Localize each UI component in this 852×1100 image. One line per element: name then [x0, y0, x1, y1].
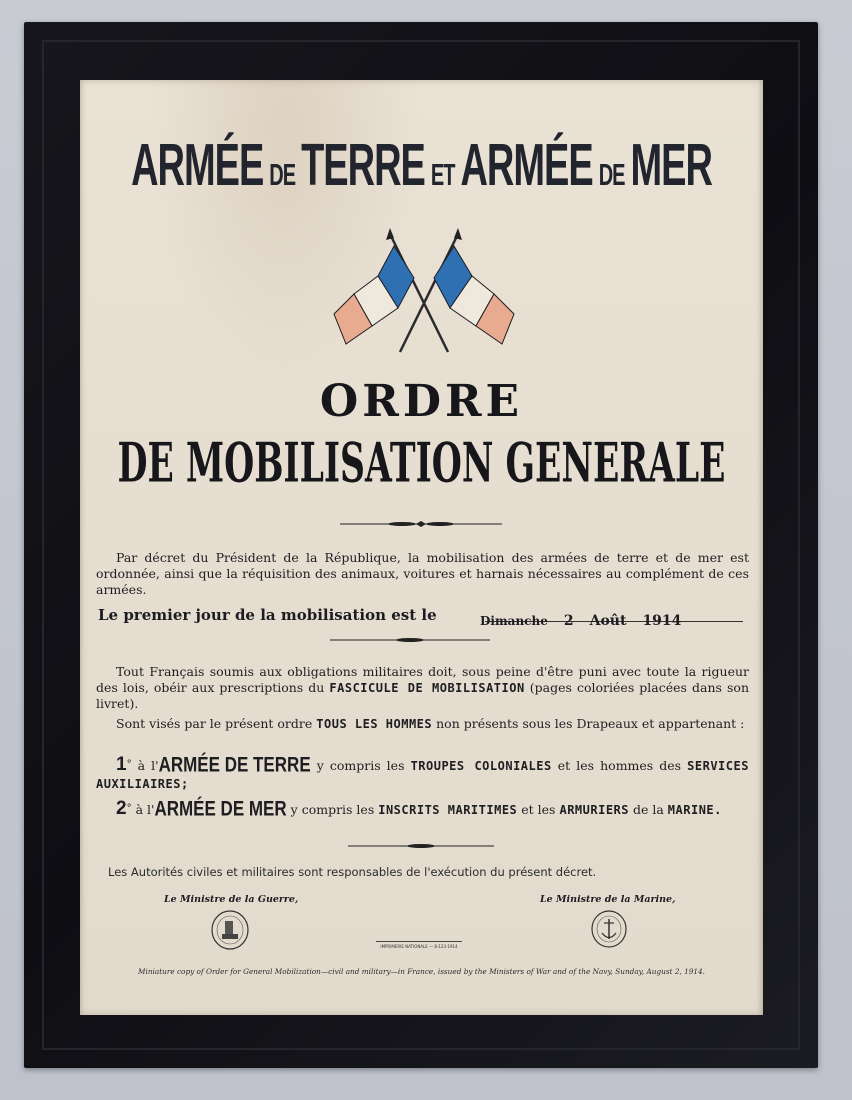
navy-emphasis: MARINE.: [667, 803, 722, 817]
auxiliary-services-emphasis: SERVICES AUXILIAIRES;: [96, 759, 749, 791]
item-number: 2: [116, 798, 127, 819]
date-day: Dimanche: [480, 614, 548, 628]
all-men-emphasis: TOUS LES HOMMES: [316, 717, 433, 731]
maritime-emphasis: INSCRITS MARITIMES: [378, 803, 518, 817]
degree-mark: °: [126, 803, 132, 814]
header-word: DE: [269, 158, 296, 193]
signature-navy-minister: Le Ministre de la Marine,: [540, 894, 676, 905]
title-ordre: ORDRE: [319, 376, 524, 427]
obligation-text-end: (pages coloriées placées dans son livret).: [96, 680, 750, 711]
crossed-flags-icon: [332, 226, 516, 356]
poster-header: [80, 134, 763, 201]
date-year: 1914: [642, 613, 682, 629]
item-text: y compris les: [316, 758, 405, 773]
target-text-end: non présents sous les Drapeaux et appartenant :: [436, 716, 745, 731]
ornament-divider-icon: [348, 842, 494, 850]
fascicule-emphasis: FASCICULE DE MOBILISATION: [329, 681, 525, 695]
obligation-paragraph: [96, 664, 749, 712]
item-text: et les: [521, 802, 556, 817]
english-caption: Miniature copy of Order for General Mobilization—civil and military—in France, issued by the Ministers of War and of the Navy, Sunday, August 2, 1914.: [138, 967, 705, 976]
decree-text: Par décret du Président de la République, la mobilisation des armées de terre et de mer est ordonnée, ainsi que la réquisition des animaux, voitures et harnais nécessaires au complément de ces armées.: [96, 550, 749, 597]
header-word: ARMÉE: [460, 134, 593, 200]
colonial-troops-emphasis: TROUPES COLONIALES: [410, 759, 552, 773]
ornament-divider-icon: [330, 636, 490, 644]
printer-imprint: IMPRIMERIE NATIONALE — 8-123-1914: [376, 941, 462, 949]
authorities-line: Les Autorités civiles et militaires sont responsables de l'exécution du présent décret.: [108, 865, 597, 879]
target-text: Sont visés par le présent ordre: [116, 716, 313, 731]
army-name: ARMÉE DE TERRE: [158, 752, 311, 777]
item-text: et les hommes des: [557, 758, 682, 773]
item-prefix: à l': [137, 758, 159, 773]
item-prefix: à l': [135, 802, 155, 817]
header-word: DE: [598, 158, 625, 193]
ornament-divider-icon: [340, 520, 502, 528]
army-name: ARMÉE DE MER: [154, 796, 287, 821]
war-ministry-seal-icon: [210, 910, 250, 950]
date-number: 2: [563, 613, 574, 629]
item-number: 1: [116, 754, 127, 775]
item-text: de la: [632, 802, 664, 817]
date-month: Août: [589, 613, 627, 629]
item-text: y compris les: [290, 802, 375, 817]
decree-paragraph: [96, 550, 749, 598]
obligation-text: Tout Français soumis aux obligations militaires doit, sous peine d'être puni avec toute la rigueur des lois, obéir aux prescriptions du: [96, 664, 749, 695]
degree-mark: °: [126, 759, 132, 770]
target-paragraph: [96, 716, 749, 732]
header-word: ET: [430, 158, 455, 193]
first-day-label: Le premier jour de la mobilisation est le: [98, 606, 437, 624]
title-mobilisation: DE MOBILISATION GENERALE: [117, 432, 726, 495]
signature-war-minister: Le Ministre de la Guerre,: [164, 894, 299, 905]
header-word: ARMÉE: [131, 134, 264, 200]
poster-paper: [80, 80, 763, 1015]
armourers-emphasis: ARMURIERS: [559, 803, 629, 817]
navy-ministry-anchor-seal-icon: [590, 910, 628, 948]
header-word: MER: [630, 134, 712, 200]
item-army-sea: [96, 796, 749, 821]
mobilisation-date: [480, 613, 697, 629]
header-word: TERRE: [301, 134, 425, 200]
item-army-land: [96, 752, 749, 793]
